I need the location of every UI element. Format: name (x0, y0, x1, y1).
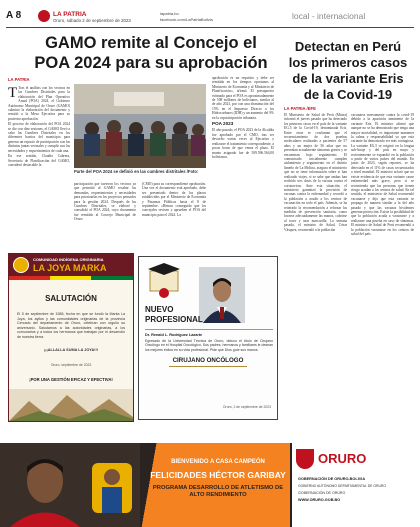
right-title-1: Detectan en Perú (294, 39, 402, 54)
left-col-3: (CMO) para su correspondiente aprobación. Una vez el documento está aprobado, debe ser presentado dentro de los plazos establecidos por el Ministerio de Economía y Finanzas Públicas hasta el 8 de septiembre. «Hemos conseguido que los concejales revisen y aprueben el POA del municipio para el 2024. La (142, 182, 206, 217)
bottom-banner (0, 443, 420, 527)
diploma-illustration (144, 261, 184, 301)
page-number: A 8 (6, 10, 22, 21)
masthead-logo (38, 10, 50, 22)
right-col-1: El Ministerio de Salud de Perú (Minsa) informó el jueves pasado que ha detectado los primeros casos en el país de la variante EG.5 de la Covid-19, denominada Eris. Entre otras se confirman que el secuenciamiento de dos pruebas moleculares realizadas a pacientes de 57 años y un mujer de 56 años que no presentan actualmente síntomas graves y se encuentran bajo seguimiento. El comunicado inicialmente cumplen aislamiento y seguimiento en el distrito limeño de La Molina, asegura el ministerio que no se tiene información sobre si han realizado viajes, si se sabe que ambas han recibido tres dosis de la vacuna contra el coronavirus. Ante esta situación, el ministerio garantizó la provisión de vacunas contra la enfermedad y recordó a la población a acudir a los centros de vacunación en todo el país. Además, se ha reiterado la recomendación a reforzar las medidas de prevención sanitaria, como lavarse adecuadamente las manos, cubrirse al toser y usar mascarilla. La semana pasada, el ministro de Salud, César Vásquez, recomendó a la población (284, 113, 347, 232)
right-title-3: de la variante Eris (292, 71, 404, 86)
left-col4-text: aprobación es un requisito y debe ser remitida en los tiempos oportunos al Ministerio de Economía y al Ministerio de Planificación», afirmó. El presupuesto estimado para el POA es aproximadamente de 508 millones de bolivianos, similar al de año 2023, por con una disminución del 15% en el Impuesto Directo a los Hidrocarburos (IDH) y un aumento del 9% en la coparticipación tributaria. (212, 76, 274, 120)
banner-line-3: PROGRAMA DESARROLLO DE ATLETISMO DE ALTO RENDIMIENTO (152, 485, 284, 498)
left-col-2: participación que tuvieron los vecinos ya que permitió al GAMO recabar las demandas, requerimientos y necesidades para priorizarlas en los proyectos pensados para la gestión 2024. Después de las Cumbres Distritales, se elaboró y consolidó el POA 2024, cuyo documento fue remitido al Concejo Municipal de Oruro (74, 182, 136, 222)
salutacion-body: El 5 de septiembre de 1585, fecha en que se fundó la Marka La Joya, los ayllus y las comunidades originarias de la provincia Cercado del departamento de Oruro, celebran con orgullo su aniversario. Saludamos a las autoridades originarias, a los comunarios y a todos los hermanos que trabajan por el desarrollo de nuestra tierra. (17, 312, 125, 339)
community-line-2: LA JOYA MARKA (33, 263, 107, 273)
gov-line-3: GOBERNACIÓN DE ORURO (298, 491, 346, 495)
gov-logo: ORURO (318, 451, 367, 466)
paper-name: LA PATRIA (53, 11, 87, 18)
website-link[interactable]: lapatria.bo (160, 11, 179, 16)
left-col-4 (212, 76, 274, 160)
flag-strip (9, 276, 133, 280)
doctor-sign: Oruro, 2 de septiembre de 2023 (222, 405, 271, 409)
gov-shield-icon (296, 449, 314, 469)
article-photo (74, 84, 206, 168)
left-headline (25, 33, 277, 73)
headline-line-1: GAMO remite al Concejo el (45, 34, 257, 52)
salutacion-cheer: ¡¡¡ALLALLA SUMA LA JOYA!!! (43, 348, 99, 352)
ornament-rule (169, 366, 247, 367)
left-col-1 (8, 86, 70, 168)
community-emblem-icon (13, 257, 29, 273)
right-headline (282, 39, 414, 103)
right-byline: LA PATRIA /EFE (284, 106, 316, 111)
doctor-body: Egresado de la Universidad Técnica de Oruro, obtuvo el título de Cirujano Oncólogo en el Hospital Oncológico. Sus padres, hermanos y familiares le desean los mejores éxitos en su vida profesional. Pide que Dios guíe sus manos. (145, 339, 273, 352)
social-link[interactable]: facebook.com/LaPatriaBolivia (160, 17, 213, 22)
photo-caption: Parte del POA 2024 se definió en las cumbres distritales /Foto: (74, 169, 199, 174)
profesional-title: PROFESIONAL (145, 315, 203, 324)
page-header (0, 10, 420, 26)
left-col4b-text: El año pasado, el POA 2023 de la Alcaldía fue aprobado por el CMO, tras ser devuelto varias veces al Ejecutivo y realizarse el tratamiento correspondiente, a pocas horas de que venza el plazo. El monto asignado fue de 509.596.564,00 bolivianos. (212, 128, 274, 159)
right-title-2: los primeros casos (288, 55, 408, 70)
ad-rule (145, 329, 273, 330)
doctor-name: Dr. Renald L. Rodríguez Lazarte (145, 333, 203, 337)
right-title-4: de la Covid-19 (303, 87, 393, 102)
salutacion-title: SALUTACIÓN (45, 294, 97, 303)
community-header (9, 254, 133, 276)
community-line-1: COMUNIDAD INDÍGENA ORIGINARIA (33, 257, 104, 262)
la-joya-ad (8, 253, 134, 422)
section-label: local - internacional (292, 11, 366, 21)
banner-photo (0, 443, 150, 527)
banner-line-1: BIENVENIDO A CASA CAMPEÓN (171, 459, 265, 465)
cirujano-title: CIRUJANO ONCÓLOGO (172, 357, 244, 364)
poa-2023-subhead: POA 2023 (212, 121, 234, 127)
salutacion-footer: ¡POR UNA GESTIÓN EFICAZ Y EFECTIVA! (29, 377, 113, 382)
headline-line-2: POA 2024 para su aprobación (34, 54, 268, 72)
doctor-portrait (199, 267, 245, 323)
banner-line-2: FELICIDADES HÉCTOR GARIBAY (150, 470, 286, 480)
nuevo-title: NUEVO (145, 305, 174, 314)
left-col1-text: Tras el análisis con los vecinos en las Cumbres Distritales para la elaboración del Plan Operativo Anual (POA) 2024, el Gobierno Autónomo Municipal de Oruro (GAMO) culminó la elaboración del documento y remitió a la Mesa Ejecutiva para su posterior aprobación. (8, 86, 70, 121)
right-col-2: vacunarse nuevamente contra la covid-19 debido a la aparición inminente de la variante Eris. El ministro afirmó que aunque no se ha demostrado que tenga una mayor mortalidad, es importante mantener la calma y responsabilidad ya que esta variante ha demostrado ser más contagiosa. La variante EG.5 se originó en la lengua sub-linaje y del país en mayo y recientemente se expandió en la población a partir de varios países del mundo. En junio de 2023, según reportes, se ha detectado en el 11% de casos secuenciados a nivel mundial. El ministro aclaró que no existe evidencia de que esta variante cause enfermedad más grave, pero sí se recomienda que las personas que tienen riesgo acudan a los centros de salud. En tal sentido, el ministerio de Salud recomendó vacunarse y dijo que esta variante se propaga de manera similar a la del año pasado y que las vacunas bivalentes generan protección. Existe la posibilidad de que la población acuda a vacunarse y a realizarse una prueba en caso de síntomas. El ministro de Salud de Perú recomendó a la población vacunarse en los centros de salud del país. (351, 113, 414, 236)
left-col1b-text: El proceso de elaboración del POA 2024 se dio con diez sesiones, el GAMO llevó a cabo las Cumbres Distritales en los diferentes barrios del municipio para generar un espacio de participación con las distintas juntas vecinales y cumplir con las necesidades y requerimientos de cada una. (8, 122, 70, 153)
gov-line-2: GOBIERNO AUTÓNOMO DEPARTAMENTAL DE ORURO (298, 484, 386, 488)
profesional-ad (138, 256, 278, 420)
meeting-photo-illustration (74, 84, 206, 168)
gov-website[interactable]: WWW.ORURO.GOB.BO (298, 498, 341, 502)
left-byline: LA PATRIA (8, 77, 30, 82)
issue-date: Oruro, sábado 2 de septiembre de 2023 (53, 18, 131, 23)
header-rule (6, 27, 414, 28)
gov-line-1: GOBERNACIÓN DE ORURO-BOLIVIA (298, 477, 366, 481)
salutacion-signature: Oruro, septiembre de 2023 (50, 363, 92, 367)
left-col1c-text: En ese sentido, Claudio Cabrera, Secretario de Planificación del GAMO, consideró destacable la (8, 154, 70, 167)
gov-panel (292, 443, 420, 527)
drop-cap: T (8, 85, 18, 101)
mountain-illustration (9, 389, 133, 421)
